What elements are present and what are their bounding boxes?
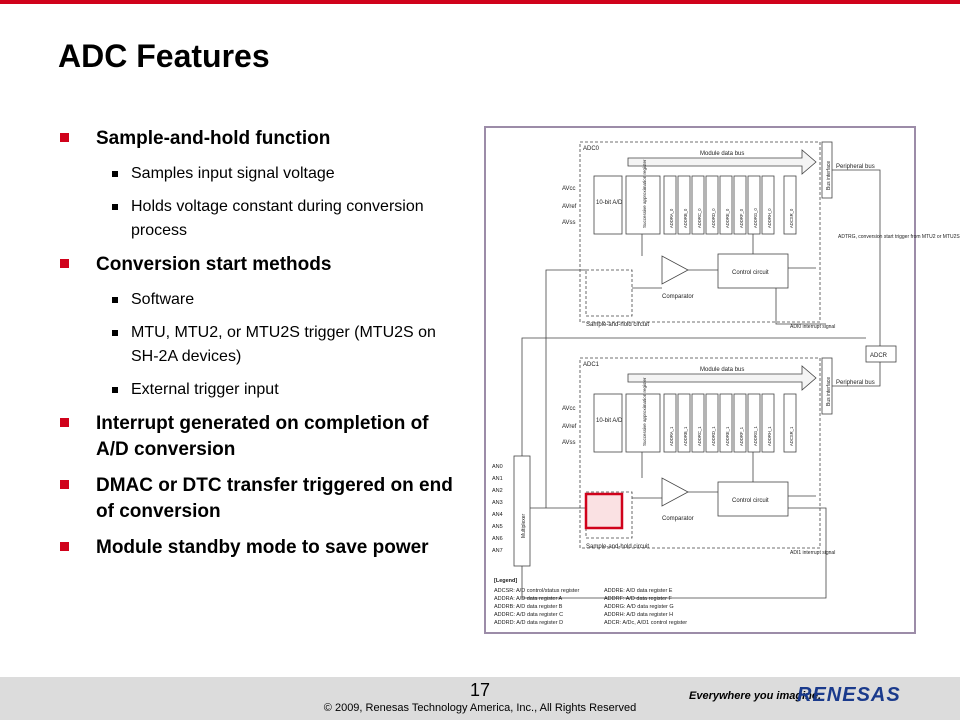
multiplexer-label: Multiplexer [521,513,527,538]
bullet-item: Sample-and-hold function [58,126,458,152]
ad-label: 10-bit A/D [596,418,623,424]
svg-text:ADDRF_1: ADDRF_1 [739,426,744,446]
svg-text:ADCR: A/Dc, A/D1 control regis: ADCR: A/Dc, A/D1 control register [604,620,688,626]
sub-bullet-item: MTU, MTU2, or MTU2S trigger (MTU2S on SH-2A devices) [58,321,458,369]
svg-text:[Legend]: [Legend] [494,578,518,584]
supply-label: AVss [562,440,576,446]
control-label: Control circuit [732,270,769,276]
bullet-marker-icon [60,418,69,427]
bullet-list [58,126,458,571]
bullet-item: Interrupt generated on completion of A/D conversion [58,411,458,463]
svg-text:ADDRF_0: ADDRF_0 [739,208,744,228]
copyright-text: © 2009, Renesas Technology America, Inc., All Rights Reserved [323,702,637,714]
bullet-item: Module standby mode to save power [58,535,458,561]
svg-text:AN4: AN4 [492,512,503,518]
analog-inputs [492,464,503,554]
adc-diagram-svg [486,128,960,632]
bullet-marker-icon [60,133,69,142]
svg-text:ADDRG_1: ADDRG_1 [753,426,758,446]
register-labels-0 [669,208,794,228]
bullet-marker-icon [60,542,69,551]
svg-text:ADDRB_0: ADDRB_0 [683,208,688,228]
comparator-label: Comparator [662,294,694,300]
svg-text:ADDRE: A/D data register E: ADDRE: A/D data register E [604,588,673,594]
page-number: 17 [469,680,491,700]
bullet-marker-icon [60,480,69,489]
svg-text:ADDRC: A/D data register C: ADDRC: A/D data register C [494,612,564,618]
top-accent-rule [0,0,960,4]
svg-text:ADCSR: A/D control/status regi: ADCSR: A/D control/status register [494,588,580,594]
svg-text:ADDRD: A/D data register D: ADDRD: A/D data register D [494,620,564,626]
sub-bullet-item: Holds voltage constant during conversion process [58,195,458,243]
svg-text:AN0: AN0 [492,464,503,470]
svg-text:AN6: AN6 [492,536,503,542]
svg-text:ADCSR_0: ADCSR_0 [789,208,794,228]
svg-text:AN7: AN7 [492,548,503,554]
svg-text:ADDRC_1: ADDRC_1 [697,426,702,446]
svg-text:ADDRH: A/D data register H: ADDRH: A/D data register H [604,612,674,618]
bus-interface-label: Bus interface [826,160,832,190]
sub-bullet-marker-icon [112,297,118,303]
svg-text:ADDRD_1: ADDRD_1 [711,426,716,446]
sar-label: Successive approximation register [642,159,647,228]
supply-label: AVss [562,220,576,226]
trigger-label: ADTRG, conversion start trigger from MTU2 or MTU2S [838,234,960,240]
svg-text:ADDRA_1: ADDRA_1 [669,426,674,446]
svg-text:ADDRF: A/D data register F: ADDRF: A/D data register F [604,596,672,602]
svg-text:ADDRD_0: ADDRD_0 [711,208,716,228]
svg-text:AN3: AN3 [492,500,503,506]
supply-label: AVcc [562,406,576,412]
module-bus-label: Module data bus [700,367,745,373]
sub-bullet-marker-icon [112,387,118,393]
svg-text:ADDRH_1: ADDRH_1 [767,426,772,446]
svg-text:ADCSR_1: ADCSR_1 [789,426,794,446]
sample-hold-label: Sample-and-hold circuit [586,322,650,328]
sub-bullet-marker-icon [112,330,118,336]
unit0-label: ADC0 [583,146,600,152]
legend [494,578,687,626]
adi1-label: ADI1 interrupt signal [790,550,836,556]
tagline-text: Everywhere you imagine. [689,690,822,702]
sub-bullet-item: External trigger input [58,378,458,402]
renesas-logo: RENESAS [797,684,901,706]
svg-text:ADDRB_1: ADDRB_1 [683,426,688,446]
sub-bullet-marker-icon [112,171,118,177]
comparator-0 [662,256,688,284]
bullet-item: DMAC or DTC transfer triggered on end of conversion [58,473,458,525]
page-title: ADC Features [58,38,270,74]
sub-bullet-marker-icon [112,204,118,210]
adcr-label: ADCR [870,353,888,359]
bullet-item: Conversion start methods [58,252,458,278]
svg-text:AN2: AN2 [492,488,503,494]
module-bus-label: Module data bus [700,151,745,157]
svg-text:AN5: AN5 [492,524,503,530]
unit1-label: ADC1 [583,362,600,368]
multiplexer [514,456,530,566]
svg-text:AN1: AN1 [492,476,503,482]
svg-text:ADDRC_0: ADDRC_0 [697,208,702,228]
supply-label: AVref [562,204,577,210]
sub-bullet-item: Samples input signal voltage [58,162,458,186]
supply-label: AVcc [562,186,576,192]
peripheral-bus-label: Peripheral bus [836,164,875,170]
control-label: Control circuit [732,498,769,504]
bullet-marker-icon [60,259,69,268]
sample-hold-label: Sample-and-hold circuit [586,544,650,550]
bus-interface-label: Bus interface [826,376,832,406]
svg-text:ADDRG_0: ADDRG_0 [753,208,758,228]
register-labels-1 [669,426,794,446]
comparator-1 [662,478,688,506]
adc-block-diagram [484,126,960,634]
comparator-label: Comparator [662,516,694,522]
svg-text:ADDRA_0: ADDRA_0 [669,208,674,228]
supply-label: AVref [562,424,577,430]
svg-text:ADDRE_0: ADDRE_0 [725,208,730,228]
ad-label: 10-bit A/D [596,200,623,206]
svg-text:ADDRG: A/D data register G: ADDRG: A/D data register G [604,604,674,610]
peripheral-bus-label: Peripheral bus [836,380,875,386]
svg-text:ADDRH_0: ADDRH_0 [767,208,772,228]
svg-text:ADDRE_1: ADDRE_1 [725,426,730,446]
sample-hold-0 [586,270,632,316]
sub-bullet-item: Software [58,288,458,312]
highlight-sample-hold [586,494,622,528]
sar-label: Successive approximation register [642,377,647,446]
svg-text:ADDRB: A/D data register B: ADDRB: A/D data register B [494,604,563,610]
svg-text:ADDRA: A/D data register A: ADDRA: A/D data register A [494,596,563,602]
adi0-label: ADI0 interrupt signal [790,324,836,330]
